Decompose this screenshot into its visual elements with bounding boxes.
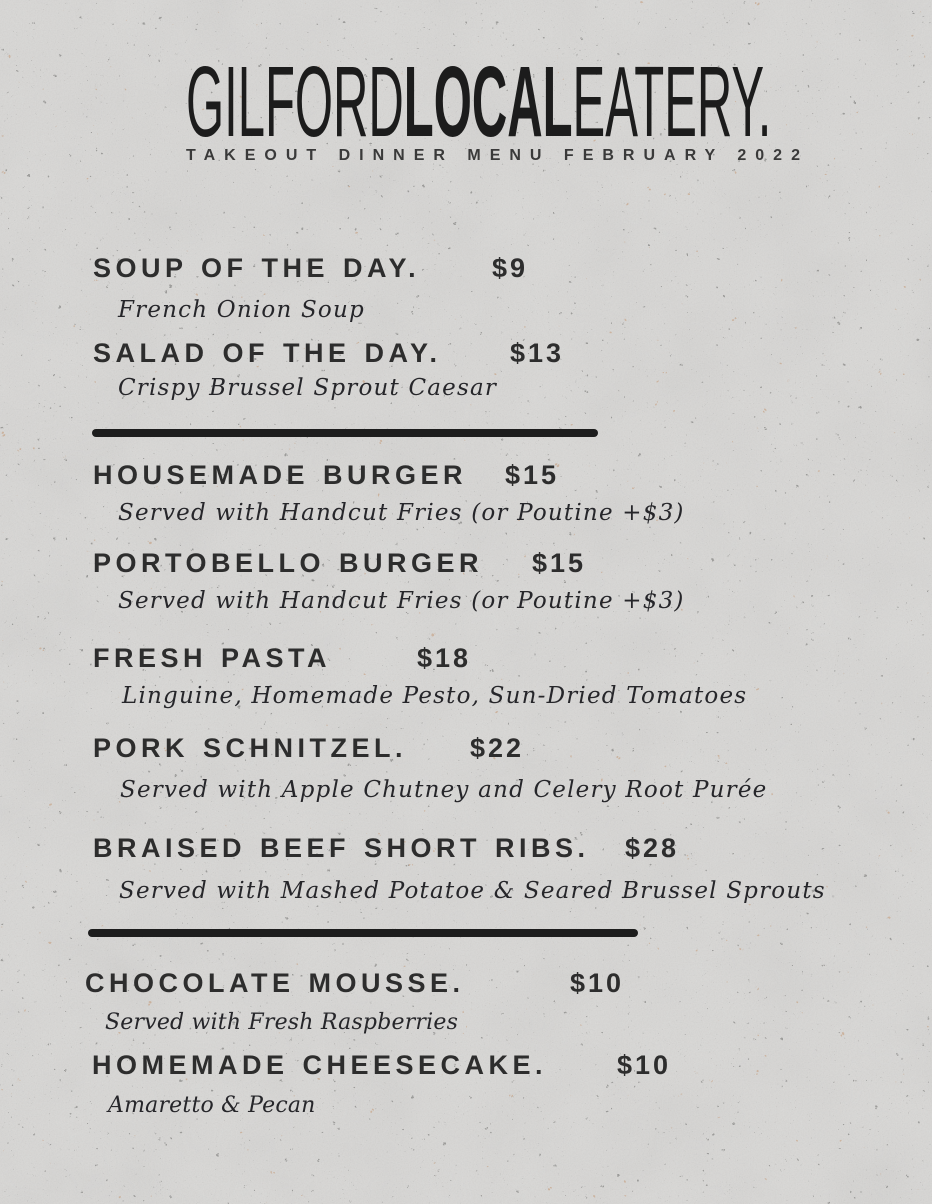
menu-item-name: FRESH PASTA (93, 643, 332, 673)
menu-item-name: HOMEMADE CHEESECAKE. (92, 1050, 548, 1080)
menu-item-description: Amaretto & Pecan (108, 1093, 316, 1118)
logo-part-local: LOCAL (403, 46, 573, 158)
menu-item-description: Served with Handcut Fries (or Poutine +$3) (118, 500, 685, 526)
menu-item-description: Served with Apple Chutney and Celery Root Purée (120, 777, 768, 803)
menu-item-price: $10 (570, 968, 625, 998)
menu-item-description: Linguine, Homemade Pesto, Sun-Dried Tomatoes (122, 683, 748, 709)
menu-item-description: Served with Fresh Raspberries (105, 1010, 459, 1035)
menu-item-name: PORTOBELLO BURGER (93, 548, 484, 578)
menu-item-name: PORK SCHNITZEL. (93, 733, 408, 763)
menu-item-name: SALAD OF THE DAY. (93, 338, 442, 368)
logo-part-gilford: GILFORD (186, 46, 404, 158)
menu-item-price: $18 (417, 643, 472, 673)
menu-item-name: CHOCOLATE MOUSSE. (85, 968, 465, 998)
menu-item-name: SOUP OF THE DAY. (93, 253, 421, 283)
menu-item-price: $13 (510, 338, 565, 368)
menu-item-name: BRAISED BEEF SHORT RIBS. (93, 833, 590, 863)
section-divider (92, 429, 598, 437)
menu-item-description: French Onion Soup (118, 297, 365, 323)
menu-item-description: Served with Mashed Potatoe & Seared Brussel Sprouts (119, 878, 826, 904)
logo-part-eatery: EATERY. (572, 46, 772, 158)
menu-item-price: $15 (532, 548, 587, 578)
section-divider (88, 929, 638, 937)
menu-item-description: Crispy Brussel Sprout Caesar (118, 375, 498, 401)
menu-item-price: $15 (505, 460, 560, 490)
menu-item-price: $22 (470, 733, 525, 763)
menu-subtitle: TAKEOUT DINNER MENU FEBRUARY 2022 (186, 147, 809, 164)
menu-item-price: $9 (492, 253, 529, 283)
menu-item-name: HOUSEMADE BURGER (93, 460, 468, 490)
menu-item-price: $28 (625, 833, 680, 863)
menu-item-description: Served with Handcut Fries (or Poutine +$3) (118, 588, 685, 614)
menu-item-price: $10 (617, 1050, 672, 1080)
